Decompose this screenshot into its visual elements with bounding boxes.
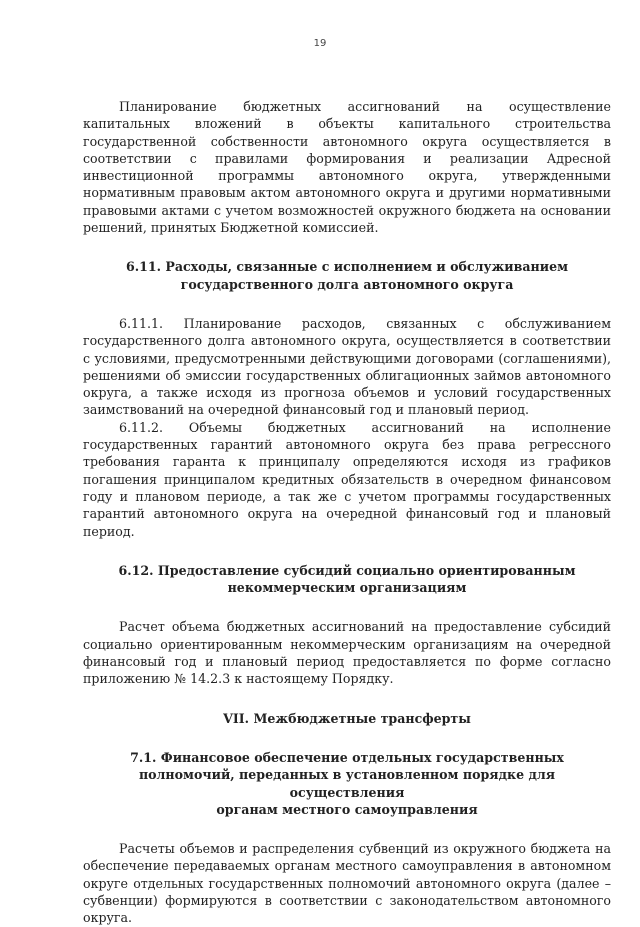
heading-7-1-line-1: 7.1. Финансовое обеспечение отдельных государственных xyxy=(130,749,564,765)
paragraph-subventions: Расчеты объемов и распределения субвенций из окружного бюджета на обеспечение передаваемых органам местного самоуправления в автономном округе отдельных государственных полномочий автономного округа (далее – субвенции) формируются в соответствии с законодательством автономного округа. xyxy=(83,841,611,926)
page-content xyxy=(83,98,611,927)
heading-6-12-line-2: некоммерческим организациям xyxy=(227,580,467,596)
heading-7-1-line-3: органам местного самоуправления xyxy=(216,801,478,817)
paragraph-subsidies: Расчет объема бюджетных ассигнований на предоставление субсидий социально ориентированным некоммерческим организациям на очередной финансовый год и плановый период предоставляется по форме согласно приложению № 14.2.3 к настоящему Порядку. xyxy=(83,619,611,687)
heading-section-7-line: VII. Межбюджетные трансферты xyxy=(223,710,471,726)
heading-6-12-line-1: 6.12. Предоставление субсидий социально ориентированным xyxy=(118,562,576,578)
heading-7-1-line-2: полномочий, переданных в установленном порядке для осуществления xyxy=(138,767,556,800)
heading-7-1 xyxy=(83,749,611,818)
paragraph-capital-investments: Планирование бюджетных ассигнований на осуществление капитальных вложений в объекты капитального строительства государственной собственности автономного округа осуществляется в соответствии с правилами формирования и реализации Адресной инвестиционной программы автономного округа, утвержденными нормативным правовым актом автономного округа и другими нормативными правовыми актами с учетом возможностей окружного бюджета на основании решений, принятых Бюджетной комиссией. xyxy=(83,99,611,236)
paragraph-6-11-1: 6.11.1. Планирование расходов, связанных с обслуживанием государственного долга автономного округа, осуществляется в соответствии с условиями, предусмотренными действующими договорами (соглашениями), решениями об эмиссии государственных облигационных займов автономного округа, а также исходя из прогноза объемов и условий государственных заимствований на очередной финансовый год и плановый период. xyxy=(83,315,611,418)
paragraph-6-11-2: 6.11.2. Объемы бюджетных ассигнований на исполнение государственных гарантий автономного округа без права регрессного требования гаранта к принципалу определяются исходя из графиков погашения принципалом кредитных обязательств в очередном финансовом году и плановом периоде, а так же с учетом программы государственных гарантий автономного округа на очередной финансовый год и плановый период. xyxy=(83,419,611,539)
heading-6-11 xyxy=(83,258,611,293)
heading-6-12 xyxy=(83,562,611,597)
heading-6-11-line-2: государственного долга автономного округа xyxy=(180,276,514,292)
heading-section-7 xyxy=(83,710,611,727)
page-number: 19 xyxy=(313,38,327,49)
heading-6-11-line-1: 6.11. Расходы, связанные с исполнением и обслуживанием xyxy=(125,259,569,275)
